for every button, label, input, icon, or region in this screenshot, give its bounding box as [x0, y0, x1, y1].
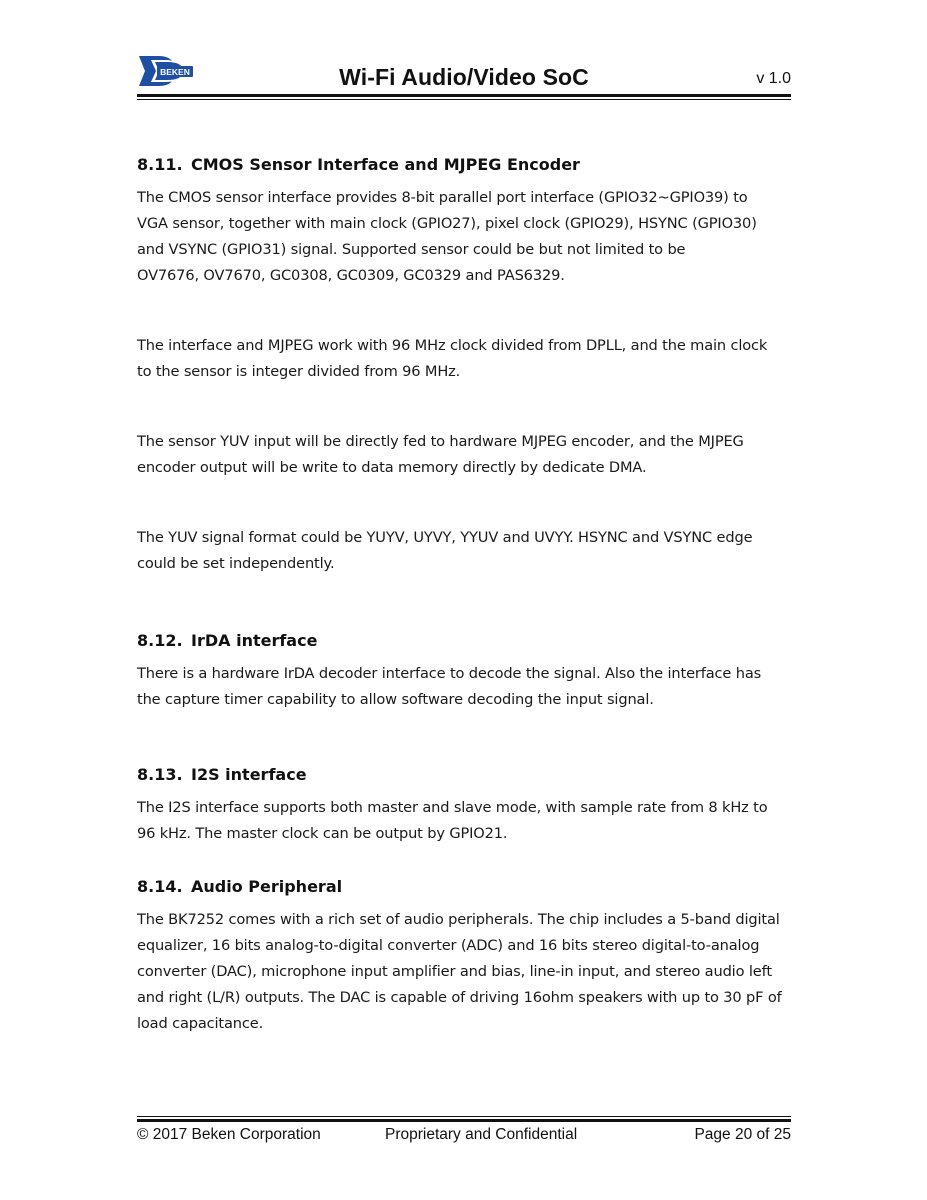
text-line: converter (DAC), microphone input amplifier and bias, line-in input, and stereo audio left [137, 963, 772, 980]
section-heading [137, 765, 797, 784]
section-title: I2S interface [191, 765, 307, 784]
page-footer [137, 1126, 791, 1150]
header-rule-thin [137, 99, 791, 100]
text-line: and right (L/R) outputs. The DAC is capable of driving 16ohm speakers with up to 30 pF of [137, 989, 782, 1006]
text-line: There is a hardware IrDA decoder interface to decode the signal. Also the interface has [137, 665, 762, 682]
footer-copyright: © 2017 Beken Corporation [137, 1126, 321, 1143]
paragraph [137, 907, 797, 1037]
text-line: the capture timer capability to allow software decoding the input signal. [137, 691, 654, 708]
section-heading [137, 877, 797, 896]
text-line: The I2S interface supports both master and slave mode, with sample rate from 8 kHz to [137, 799, 768, 816]
text-line: 96 kHz. The master clock can be output by GPIO21. [137, 825, 508, 842]
text-line: to the sensor is integer divided from 96 MHz. [137, 363, 461, 380]
text-line: load capacitance. [137, 1015, 264, 1032]
section-title: CMOS Sensor Interface and MJPEG Encoder [191, 155, 580, 174]
paragraph [137, 661, 797, 713]
text-line: and VSYNC (GPIO31) signal. Supported sensor could be but not limited to be [137, 241, 686, 258]
text-line: OV7676, OV7670, GC0308, GC0309, GC0329 and PAS6329. [137, 267, 565, 284]
section-number: 8.12. [137, 631, 183, 650]
section-title: Audio Peripheral [191, 877, 343, 896]
section-number: 8.11. [137, 155, 183, 174]
text-line: The YUV signal format could be YUYV, UYVY, YYUV and UVYY. HSYNC and VSYNC edge [137, 529, 753, 546]
paragraph [137, 525, 797, 577]
section-heading [137, 155, 797, 174]
section-heading [137, 631, 797, 650]
text-line: The BK7252 comes with a rich set of audio peripherals. The chip includes a 5-band digital [137, 911, 780, 928]
section-title: IrDA interface [191, 631, 318, 650]
footer-page-number: Page 20 of 25 [694, 1126, 791, 1143]
text-line: encoder output will be write to data memory directly by dedicate DMA. [137, 459, 647, 476]
document-body [137, 155, 797, 1037]
section-number: 8.14. [137, 877, 183, 896]
footer-rule-thin [137, 1116, 791, 1117]
section-number: 8.13. [137, 765, 183, 784]
header-rule-thick [137, 94, 791, 97]
text-line: VGA sensor, together with main clock (GPIO27), pixel clock (GPIO29), HSYNC (GPIO30) [137, 215, 757, 232]
text-line: The sensor YUV input will be directly fed to hardware MJPEG encoder, and the MJPEG [137, 433, 744, 450]
document-title: Wi-Fi Audio/Video SoC [339, 64, 589, 90]
paragraph [137, 429, 797, 481]
text-line: equalizer, 16 bits analog-to-digital converter (ADC) and 16 bits stereo digital-to-analog [137, 937, 760, 954]
text-line: The CMOS sensor interface provides 8-bit parallel port interface (GPIO32~GPIO39) to [137, 189, 748, 206]
logo-text: BEKEN [160, 67, 190, 77]
text-line: The interface and MJPEG work with 96 MHz clock divided from DPLL, and the main clock [137, 337, 768, 354]
text-line: could be set independently. [137, 555, 335, 572]
paragraph [137, 333, 797, 385]
page-header [137, 50, 791, 98]
document-version: v 1.0 [756, 70, 791, 87]
footer-confidentiality: Proprietary and Confidential [385, 1126, 578, 1143]
footer-rule-thick [137, 1119, 791, 1122]
paragraph [137, 185, 797, 289]
paragraph [137, 795, 797, 847]
